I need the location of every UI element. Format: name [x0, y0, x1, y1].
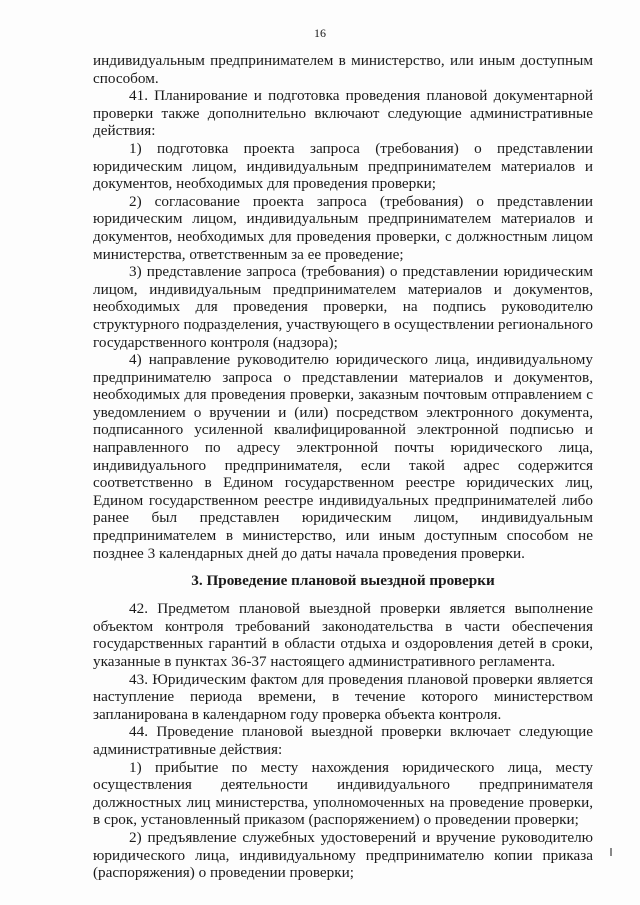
- paragraphs-before-heading: [93, 52, 593, 562]
- page-number: 16: [314, 26, 326, 40]
- paragraph: 1) прибытие по месту нахождения юридического лица, месту осуществления деятельности индивидуального предпринимателя должностных лиц министерства, уполномоченных на проведение проверки, в срок, установленный приказом (распоряжением) о проведении проверки;: [93, 758, 593, 829]
- paragraphs-after-heading: [93, 600, 593, 882]
- paragraph: 44. Проведение плановой выездной проверки включает следующие административные действия:: [93, 723, 593, 758]
- section-heading: 3. Проведение плановой выездной проверки: [191, 572, 495, 590]
- paragraph: 2) согласование проекта запроса (требования) о представлении юридическим лицом, индивидуальным предпринимателем материалов и документов, необходимых для проведения проверки, с должностным лицом министерства, ответственным за ее проведение;: [93, 192, 593, 263]
- paragraph: 43. Юридическим фактом для проведения плановой проверки является наступление периода времени, в течение которого министерством запланирована в календарном году проверка объекта контроля.: [93, 670, 593, 723]
- paragraph: 2) предъявление служебных удостоверений и вручение руководителю юридического лица, индивидуальному предпринимателю копии приказа (распоряжения) о проведении проверки;: [93, 828, 593, 882]
- paragraph: индивидуальным предпринимателем в министерство, или иным доступным способом.: [93, 52, 593, 87]
- paragraph: 42. Предметом плановой выездной проверки является выполнение объектом контроля требований законодательства в части обеспечения государственных гарантий в области отдыха и оздоровления детей в сроки, указанные в пунктах 36-37 настоящего административного регламента.: [93, 600, 593, 670]
- paragraph: 3) представление запроса (требования) о представлении юридическим лицом, индивидуальным предпринимателем материалов и документов, необходимых для проведения проверки, на подпись руководителю структурного подразделения, участвующего в осуществлении регионального государственного контроля (надзора);: [93, 263, 593, 351]
- paragraph: 4) направление руководителю юридического лица, индивидуальному предпринимателю запроса о представлении материалов и документов, необходимых для проведения проверки, заказным почтовым отправлением с уведомлением о вручении и (или) посредством электронного документа, подписанного усиленной квалифицированной электронной подписью и направленного по адресу электронной почты юридического лица, индивидуального предпринимателя, если такой адрес содержится соответственно в Едином государственном реестре юридических лиц, Едином государственном реестре индивидуальных предпринимателей либо ранее был представлен юридическим лицом, индивидуальным предпринимателем в министерство, или иным доступным способом не позднее 3 календарных дней до даты начала проведения проверки.: [93, 351, 593, 562]
- paragraph: 41. Планирование и подготовка проведения плановой документарной проверки также дополнительно включают следующие административные действия:: [93, 87, 593, 140]
- paragraph: 1) подготовка проекта запроса (требования) о представлении юридическим лицом, индивидуальным предпринимателем материалов и документов, необходимых для проведения проверки;: [93, 139, 593, 193]
- document-body: [93, 52, 593, 882]
- scan-edge-mark: [610, 848, 612, 856]
